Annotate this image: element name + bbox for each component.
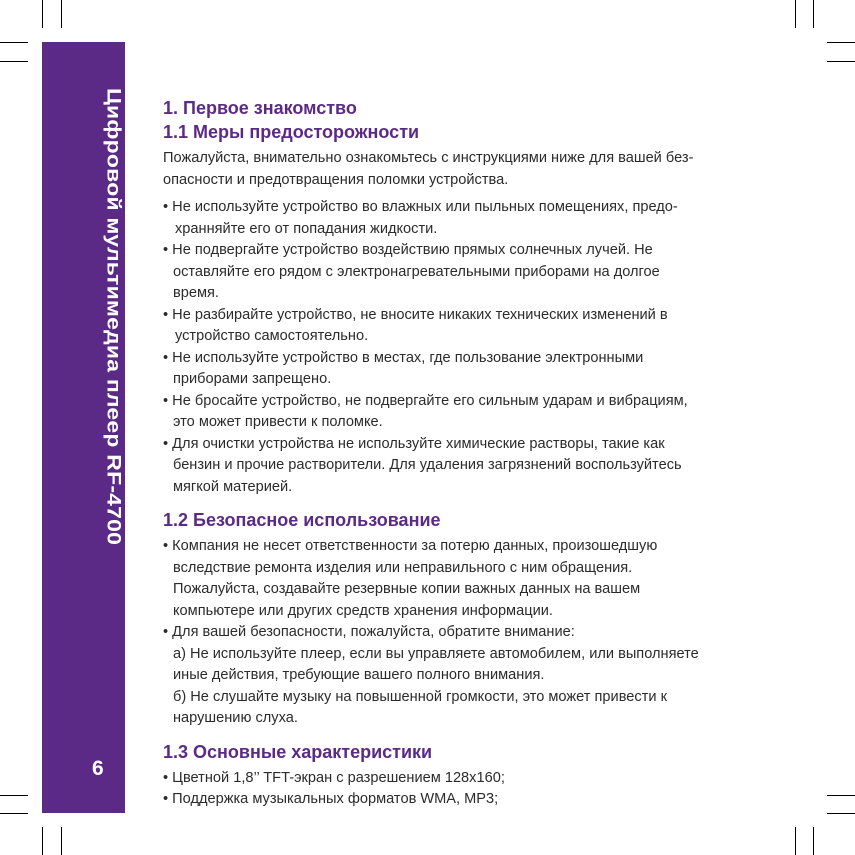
list-item-line: а) Не используйте плеер, если вы управляете автомобилем, или выполняете <box>173 645 699 662</box>
crop-mark <box>827 813 855 814</box>
list-item-line: б) Не слушайте музыку на повышенной громкости, это может привести к <box>173 688 667 705</box>
list-item-line: • Компания не несет ответственности за потерю данных, произошедшую <box>163 538 658 554</box>
list-item-line: время. <box>173 285 219 301</box>
list-item-line: • Поддержка музыкальных форматов WMA, MP3; <box>163 791 499 807</box>
crop-mark <box>795 827 796 855</box>
list-item-line: нарушению слуха. <box>173 710 298 726</box>
list-item-line: вследствие ремонта изделия или неправильного с ним обращения. <box>173 559 633 576</box>
crop-mark <box>0 42 28 43</box>
section-heading-features: 1.3 Основные характеристики <box>163 741 433 762</box>
intro-paragraph <box>163 148 763 191</box>
content <box>163 96 763 811</box>
list-item <box>163 434 763 499</box>
crop-mark <box>42 0 43 28</box>
crop-mark <box>827 42 855 43</box>
chapter-heading: 1. Первое знакомство <box>163 98 357 118</box>
list-item-line: • Не используйте устройство в местах, где пользование электронными <box>163 349 644 366</box>
crop-mark <box>61 827 62 855</box>
crop-mark <box>813 827 814 855</box>
list-item-line: мягкой материей. <box>173 478 293 495</box>
crop-mark <box>795 0 796 28</box>
crop-mark <box>827 61 855 62</box>
list-item-line: Пожалуйста, создавайте резервные копии важных данных на вашем <box>173 581 641 597</box>
list-item-line: бензин и прочие растворители. Для удаления загрязнений воспользуйтесь <box>173 457 682 473</box>
list-item-line: • Не разбирайте устройство, не вносите никаких технических изменений в <box>163 306 668 323</box>
crop-mark <box>42 827 43 855</box>
list-item-line: • Цветной 1,8’’ TFT-экран с разрешением 128x160; <box>163 769 505 786</box>
crop-mark <box>0 795 28 796</box>
list-item <box>163 348 763 391</box>
list-item-line: • Не используйте устройство во влажных или пыльных помещениях, предо- <box>163 199 678 215</box>
list-item-line: хранняйте его от попадания жидкости. <box>175 220 438 237</box>
intro-line: Пожалуйста, внимательно ознакомьтесь с инструкциями ниже для вашей без- <box>163 150 694 166</box>
list-item-line: • Не подвергайте устройство воздействию прямых солнечных лучей. Не <box>163 242 653 258</box>
list-item-line: приборами запрещено. <box>173 371 332 387</box>
intro-line: опасности и предотвращения поломки устройства. <box>163 171 509 188</box>
list-item-line: это может привести к поломке. <box>173 414 383 430</box>
list-item-line: иные действия, требующие вашего полного внимания. <box>173 667 545 683</box>
crop-mark <box>0 813 28 814</box>
list-item-line: • Для вашей безопасности, пожалуйста, обратите внимание: <box>163 624 575 640</box>
crop-mark <box>827 795 855 796</box>
list-item-line: • Для очистки устройства не используйте химические растворы, такие как <box>163 435 665 452</box>
section-heading-safe-use: 1.2 Безопасное использование <box>163 510 441 530</box>
list-item <box>163 240 763 305</box>
list-item-line: компьютере или других средств хранения информации. <box>173 602 553 619</box>
list-item <box>163 197 763 240</box>
list-item-line: оставляйте его рядом с электронагревательными приборами на долгое <box>173 263 660 280</box>
list-item <box>163 305 763 348</box>
page-number: 6 <box>92 757 104 780</box>
list-item <box>163 391 763 434</box>
crop-mark <box>813 0 814 28</box>
crop-mark <box>61 0 62 28</box>
section-heading-precautions: 1.1 Меры предосторожности <box>163 122 420 142</box>
list-item-line: устройство самостоятельно. <box>175 328 369 344</box>
sidebar-title: Цифровой мультимедиа плеер RF-4700 <box>103 88 126 546</box>
list-item-line: • Не бросайте устройство, не подвергайте его сильным ударам и вибрациям, <box>163 392 688 409</box>
crop-mark <box>0 61 28 62</box>
